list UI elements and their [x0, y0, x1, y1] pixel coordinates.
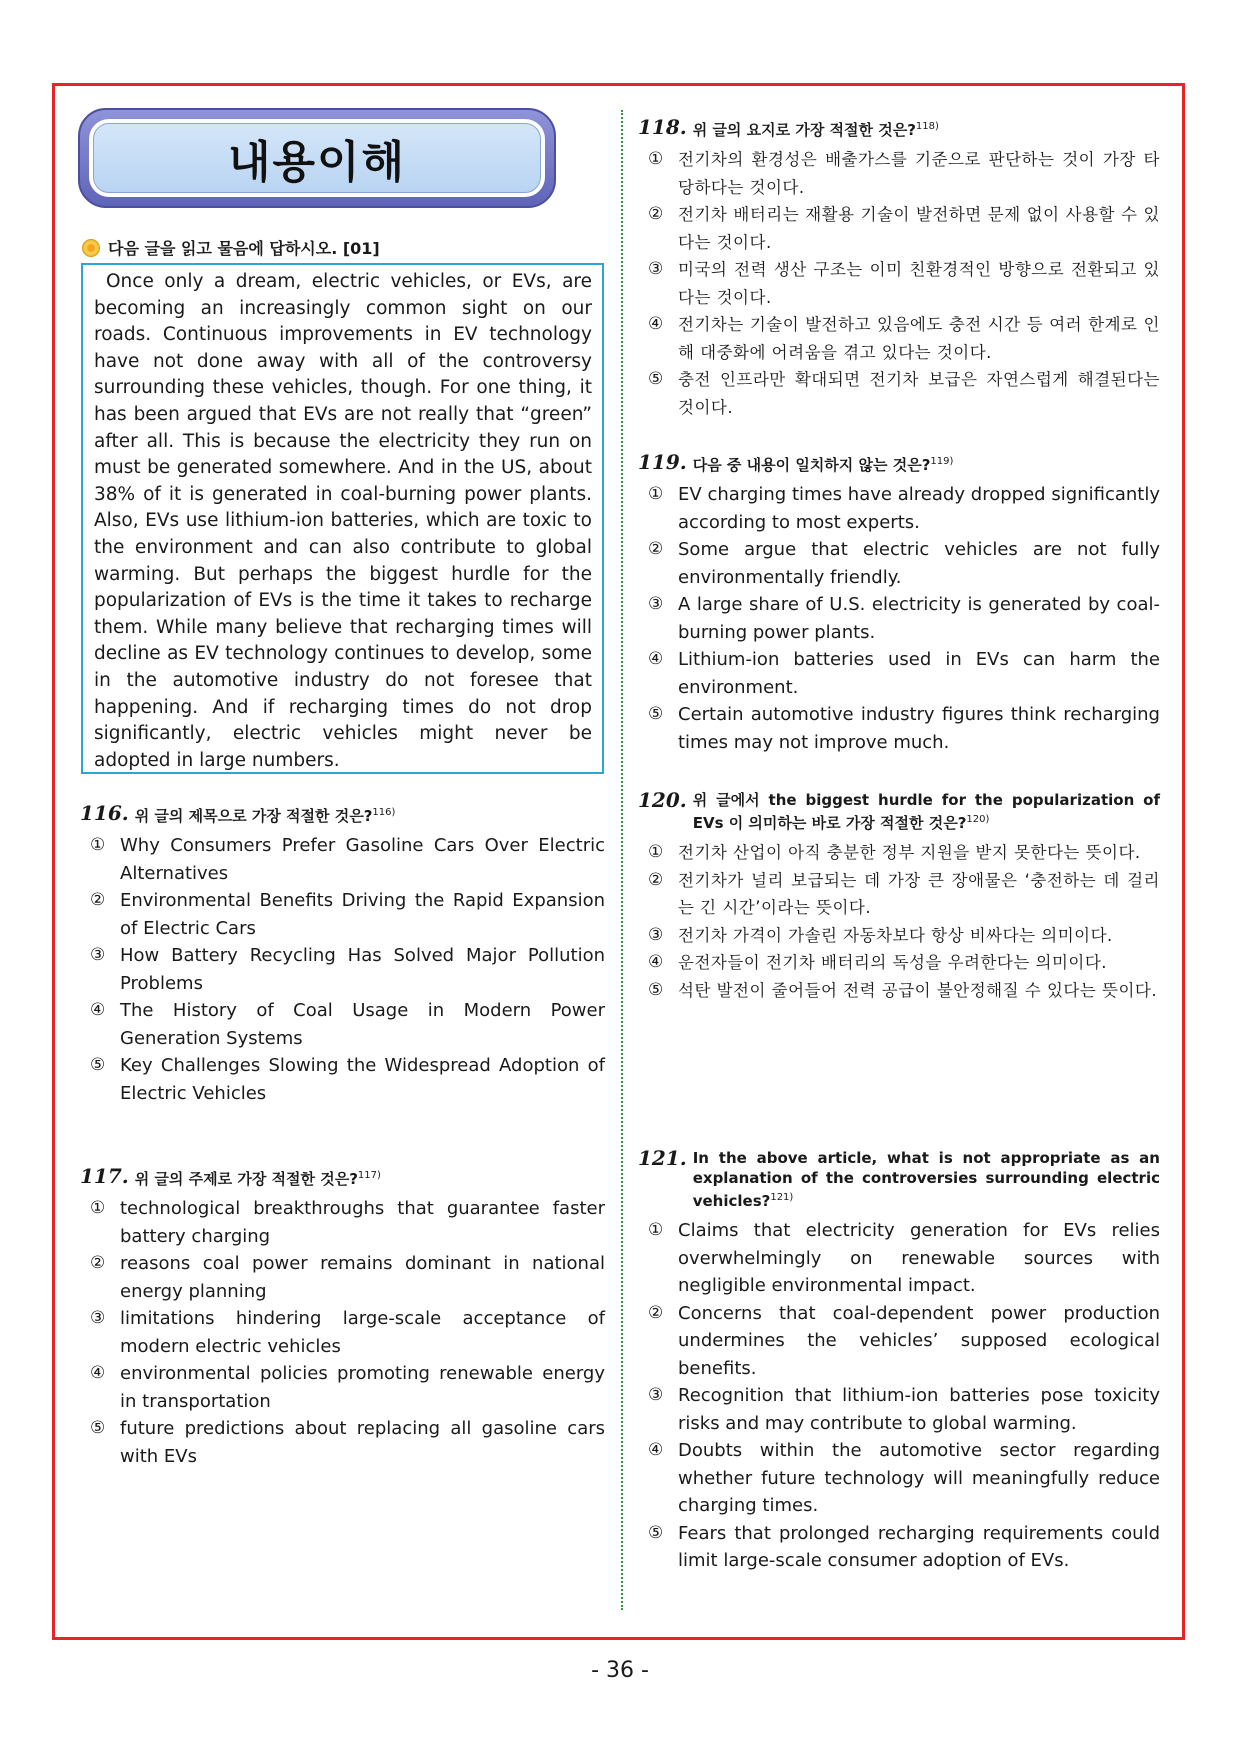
options-list	[638, 146, 1160, 421]
question-119	[638, 452, 1160, 756]
footnote-ref: 116)	[372, 807, 396, 818]
options-list	[80, 1195, 605, 1470]
column-divider	[621, 110, 623, 1610]
option-1[interactable]: ① EV charging times have already dropped significantly according to most experts.	[648, 484, 1160, 533]
options-list	[80, 832, 605, 1107]
option-4[interactable]: ④ Doubts within the automotive sector regarding whether future technology will meaningfully reduce charging times.	[648, 1440, 1160, 1516]
option-2[interactable]: ② Some argue that electric vehicles are not fully environmentally friendly.	[648, 539, 1160, 588]
option-4[interactable]: ④ environmental policies promoting renewable energy in transportation	[90, 1363, 605, 1412]
option-1[interactable]: ① technological breakthroughs that guarantee faster battery charging	[90, 1198, 605, 1247]
reading-passage: Once only a dream, electric vehicles, or EVs, are becoming an increasingly common sight on our roads. Continuous improvements in EV technology have not done away with all of the controversy surrounding these vehicles, though. For one thing, it has been argued that EVs are not really that “green” after all. This is because the electricity they run on must be generated somewhere. And in the US, about 38% of it is generated in coal-burning power plants. Also, EVs use lithium-ion batteries, which are toxic to the environment and can also contribute to global warming. But perhaps the biggest hurdle for the popularization of EVs is the time it takes to recharge them. While many believe that recharging times will decline as EV technology continues to develop, some in the automotive industry do not foresee that happening. And if recharging times do not drop significantly, electric vehicles might never be adopted in large numbers.	[81, 263, 604, 774]
question-text: 위 글에서 the biggest hurdle for the popularization of EVs 이 의미하는 바로 가장 적절한 것은?	[692, 791, 1160, 832]
flower-icon	[82, 239, 100, 257]
question-number: 120.	[638, 788, 687, 812]
question-number: 117.	[80, 1164, 129, 1188]
page-number: - 36 -	[591, 1658, 649, 1683]
option-1[interactable]: ① 전기차 산업이 아직 충분한 정부 지원을 받지 못한다는 뜻이다.	[648, 842, 1141, 862]
option-1[interactable]: ① 전기차의 환경성은 배출가스를 기준으로 판단하는 것이 가장 타당하다는 것이다.	[648, 149, 1160, 197]
section-title-banner	[78, 108, 556, 208]
option-2[interactable]: ② 전기차가 널리 보급되는 데 가장 큰 장애물은 ‘충전하는 데 걸리는 긴 시간’이라는 뜻이다.	[648, 869, 1160, 917]
options-list	[638, 481, 1160, 756]
option-3[interactable]: ③ limitations hindering large-scale acceptance of modern electric vehicles	[90, 1308, 605, 1357]
question-number: 116.	[80, 801, 129, 825]
footnote-ref: 117)	[357, 1170, 381, 1181]
option-5[interactable]: ⑤ 석탄 발전이 줄어들어 전력 공급이 불안정해질 수 있다는 뜻이다.	[648, 979, 1158, 1000]
question-120	[638, 790, 1160, 1004]
question-text: 위 글의 주제로 가장 적절한 것은?	[134, 1170, 358, 1188]
options-list	[638, 1217, 1160, 1575]
option-2[interactable]: ② Environmental Benefits Driving the Rapid Expansion of Electric Cars	[90, 890, 605, 939]
option-3[interactable]: ③ Recognition that lithium-ion batteries pose toxicity risks and may contribute to global warming.	[648, 1385, 1160, 1434]
footnote-ref: 118)	[915, 121, 939, 132]
instruction	[82, 236, 380, 259]
option-2[interactable]: ② Concerns that coal-dependent power production undermines the vehicles’ supposed ecological benefits.	[648, 1302, 1160, 1379]
option-4[interactable]: ④ The History of Coal Usage in Modern Power Generation Systems	[90, 1000, 605, 1049]
question-text: In the above article, what is not appropriate as an explanation of the controversies surrounding electric vehicles?	[692, 1149, 1160, 1210]
footnote-ref: 121)	[770, 1192, 794, 1203]
option-4[interactable]: ④ Lithium-ion batteries used in EVs can harm the environment.	[648, 649, 1160, 698]
footnote-ref: 119)	[930, 456, 954, 467]
option-1[interactable]: ① Claims that electricity generation for EVs relies overwhelmingly on renewable sources with negligible environmental impact.	[648, 1220, 1160, 1296]
option-2[interactable]: ② reasons coal power remains dominant in national energy planning	[90, 1253, 605, 1302]
option-4[interactable]: ④ 운전자들이 전기차 배터리의 독성을 우려한다는 의미이다.	[648, 952, 1108, 972]
option-5[interactable]: ⑤ 충전 인프라만 확대되면 전기차 보급은 자연스럽게 해결된다는 것이다.	[648, 369, 1160, 417]
option-5[interactable]: ⑤ Certain automotive industry figures think recharging times may not improve much.	[648, 704, 1160, 753]
option-1[interactable]: ① Why Consumers Prefer Gasoline Cars Over Electric Alternatives	[90, 835, 605, 884]
instruction-text: 다음 글을 읽고 물음에 답하시오. [01]	[108, 239, 380, 258]
option-3[interactable]: ③ 미국의 전력 생산 구조는 이미 친환경적인 방향으로 전환되고 있다는 것이다.	[648, 259, 1160, 307]
option-3[interactable]: ③ 전기차 가격이 가솔린 자동차보다 항상 비싸다는 의미이다.	[648, 924, 1113, 945]
section-title: 내용이해	[93, 123, 541, 193]
option-3[interactable]: ③ How Battery Recycling Has Solved Major Pollution Problems	[90, 945, 605, 994]
question-121	[638, 1148, 1160, 1575]
question-118	[638, 117, 1160, 421]
option-5[interactable]: ⑤ Key Challenges Slowing the Widespread Adoption of Electric Vehicles	[90, 1055, 605, 1104]
question-text: 위 글의 요지로 가장 적절한 것은?	[692, 121, 916, 139]
option-4[interactable]: ④ 전기차는 기술이 발전하고 있음에도 충전 시간 등 여러 한계로 인해 대중화에 어려움을 겪고 있다는 것이다.	[648, 314, 1160, 362]
options-list	[638, 839, 1160, 1004]
footnote-ref: 120)	[966, 814, 990, 825]
question-number: 119.	[638, 450, 687, 474]
option-5[interactable]: ⑤ future predictions about replacing all gasoline cars with EVs	[90, 1418, 605, 1467]
question-text: 위 글의 제목으로 가장 적절한 것은?	[134, 807, 373, 825]
question-text: 다음 중 내용이 일치하지 않는 것은?	[692, 456, 931, 474]
option-2[interactable]: ② 전기차 배터리는 재활용 기술이 발전하면 문제 없이 사용할 수 있다는 것이다.	[648, 204, 1160, 252]
option-3[interactable]: ③ A large share of U.S. electricity is generated by coal-burning power plants.	[648, 594, 1160, 643]
question-number: 118.	[638, 115, 687, 139]
question-116	[80, 803, 605, 1107]
question-117	[80, 1166, 605, 1470]
option-5[interactable]: ⑤ Fears that prolonged recharging requirements could limit large-scale consumer adoption of EVs.	[648, 1522, 1160, 1571]
question-number: 121.	[638, 1146, 687, 1170]
